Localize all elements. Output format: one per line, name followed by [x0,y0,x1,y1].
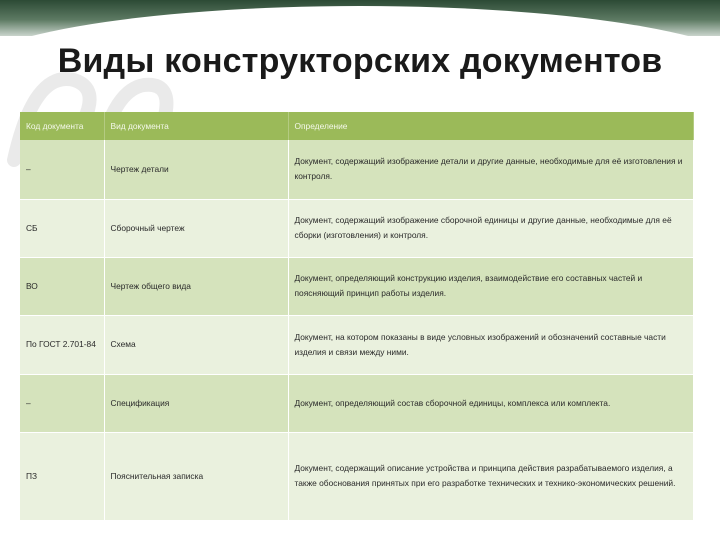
cell-code: По ГОСТ 2.701-84 [20,315,104,374]
table-row [20,199,694,257]
documents-table [20,112,694,521]
table-row [20,257,694,315]
cell-definition: Документ, содержащий изображение детали и другие данные, необходимые для её изготовления и контроля. [288,140,694,199]
cell-kind: Пояснительная записка [104,432,288,520]
cell-definition: Документ, содержащий описание устройства и принципа действия разрабатываемого изделия, а также обоснования принятых при его разработке технических и технико-экономических решений. [288,432,694,520]
cell-kind: Спецификация [104,374,288,432]
cell-kind: Чертеж детали [104,140,288,199]
cell-code: – [20,140,104,199]
cell-definition: Документ, на котором показаны в виде условных изображений и обозначений составные части изделия и связи между ними. [288,315,694,374]
cell-definition: Документ, содержащий изображение сборочной единицы и другие данные, необходимые для её сборки (изготовления) и контроля. [288,199,694,257]
cell-definition: Документ, определяющий состав сборочной единицы, комплекса или комплекта. [288,374,694,432]
cell-definition: Документ, определяющий конструкцию изделия, взаимодействие его составных частей и поясняющий принцип работы изделия. [288,257,694,315]
cell-code: СБ [20,199,104,257]
table-row [20,432,694,520]
cell-code: ВО [20,257,104,315]
cell-code: ПЗ [20,432,104,520]
cell-kind: Чертеж общего вида [104,257,288,315]
cell-code: – [20,374,104,432]
table-row [20,140,694,199]
table-row [20,315,694,374]
header-code: Код документа [20,112,104,140]
cell-kind: Сборочный чертеж [104,199,288,257]
table-header-row [20,112,694,140]
cell-kind: Схема [104,315,288,374]
page-title: Виды конструкторских документов [57,42,663,80]
table-row [20,374,694,432]
header-kind: Вид документа [104,112,288,140]
header-definition: Определение [288,112,694,140]
